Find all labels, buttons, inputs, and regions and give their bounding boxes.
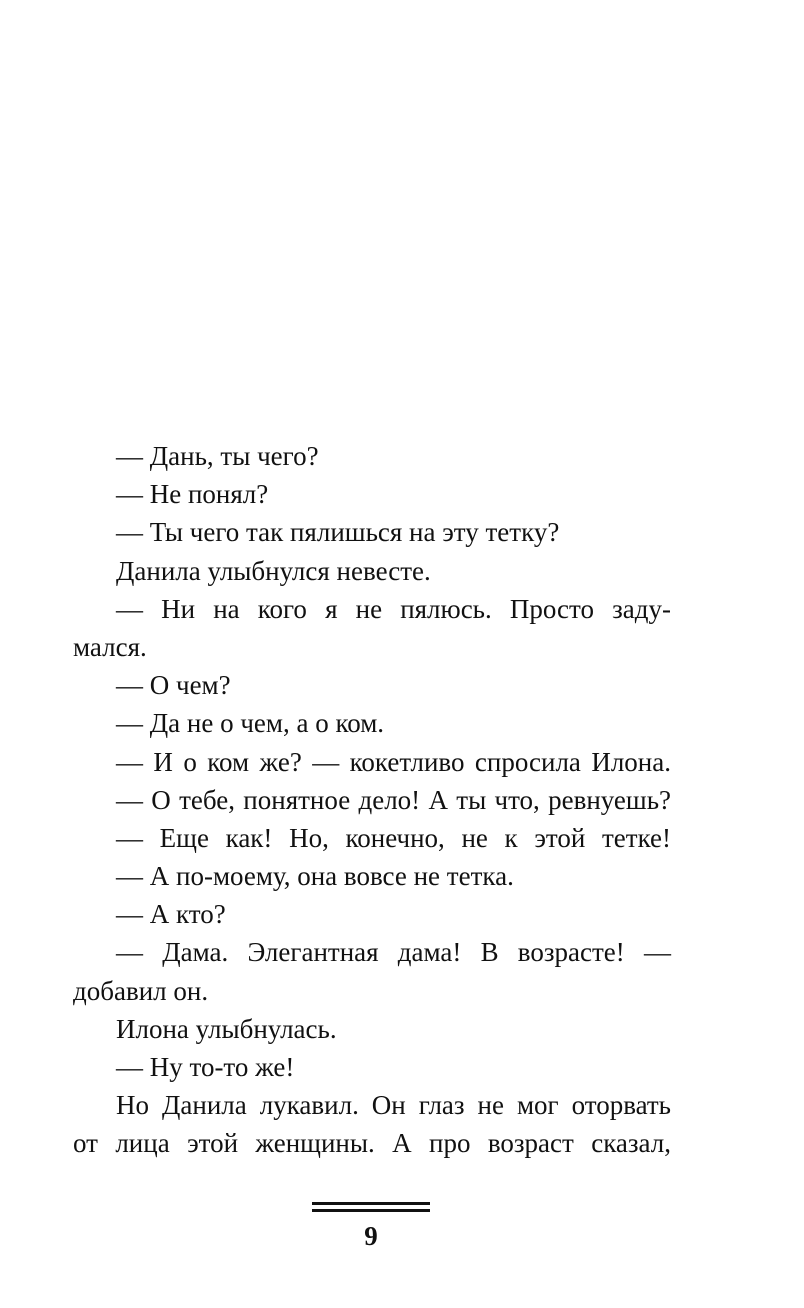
text-line: Илона улыбнулась. <box>116 1013 337 1044</box>
text-line: — Не понял? <box>116 479 269 510</box>
text-line: — А по-моему, она вовсе не тетка. <box>116 861 514 892</box>
text-line: — О чем? <box>116 670 231 701</box>
text-line: мался. <box>73 631 147 662</box>
text-line: Данила улыбнулся невесте. <box>116 555 431 586</box>
text-line: от лица этой женщины. А про возраст сказал, <box>73 1128 671 1159</box>
text-line: — О тебе, понятное дело! А ты что, ревнуешь? <box>116 784 671 815</box>
text-line: — Еще как! Но, конечно, не к этой тетке! <box>116 822 671 853</box>
text-line: — Да не о чем, а о ком. <box>116 708 385 739</box>
text-line: — Ну то-то же! <box>116 1052 295 1082</box>
text-line: — И о ком же? — кокетливо спросила Илона. <box>116 746 671 777</box>
text-line: — Ни на кого я не пялюсь. Просто заду- <box>116 593 671 624</box>
body-text <box>73 437 671 1163</box>
text-line: добавил он. <box>73 975 209 1006</box>
page-number: 9 <box>364 1221 378 1251</box>
footer-rule <box>312 1202 430 1205</box>
text-line: — А кто? <box>116 899 226 930</box>
text-line: — Дама. Элегантная дама! В возрасте! — <box>116 937 671 968</box>
footer-rule <box>312 1209 430 1212</box>
text-line: — Ты чего так пялишься на эту тетку? <box>116 517 560 548</box>
text-line: — Дань, ты чего? <box>116 441 319 471</box>
text-line: Но Данила лукавил. Он глаз не мог оторвать <box>116 1090 671 1121</box>
